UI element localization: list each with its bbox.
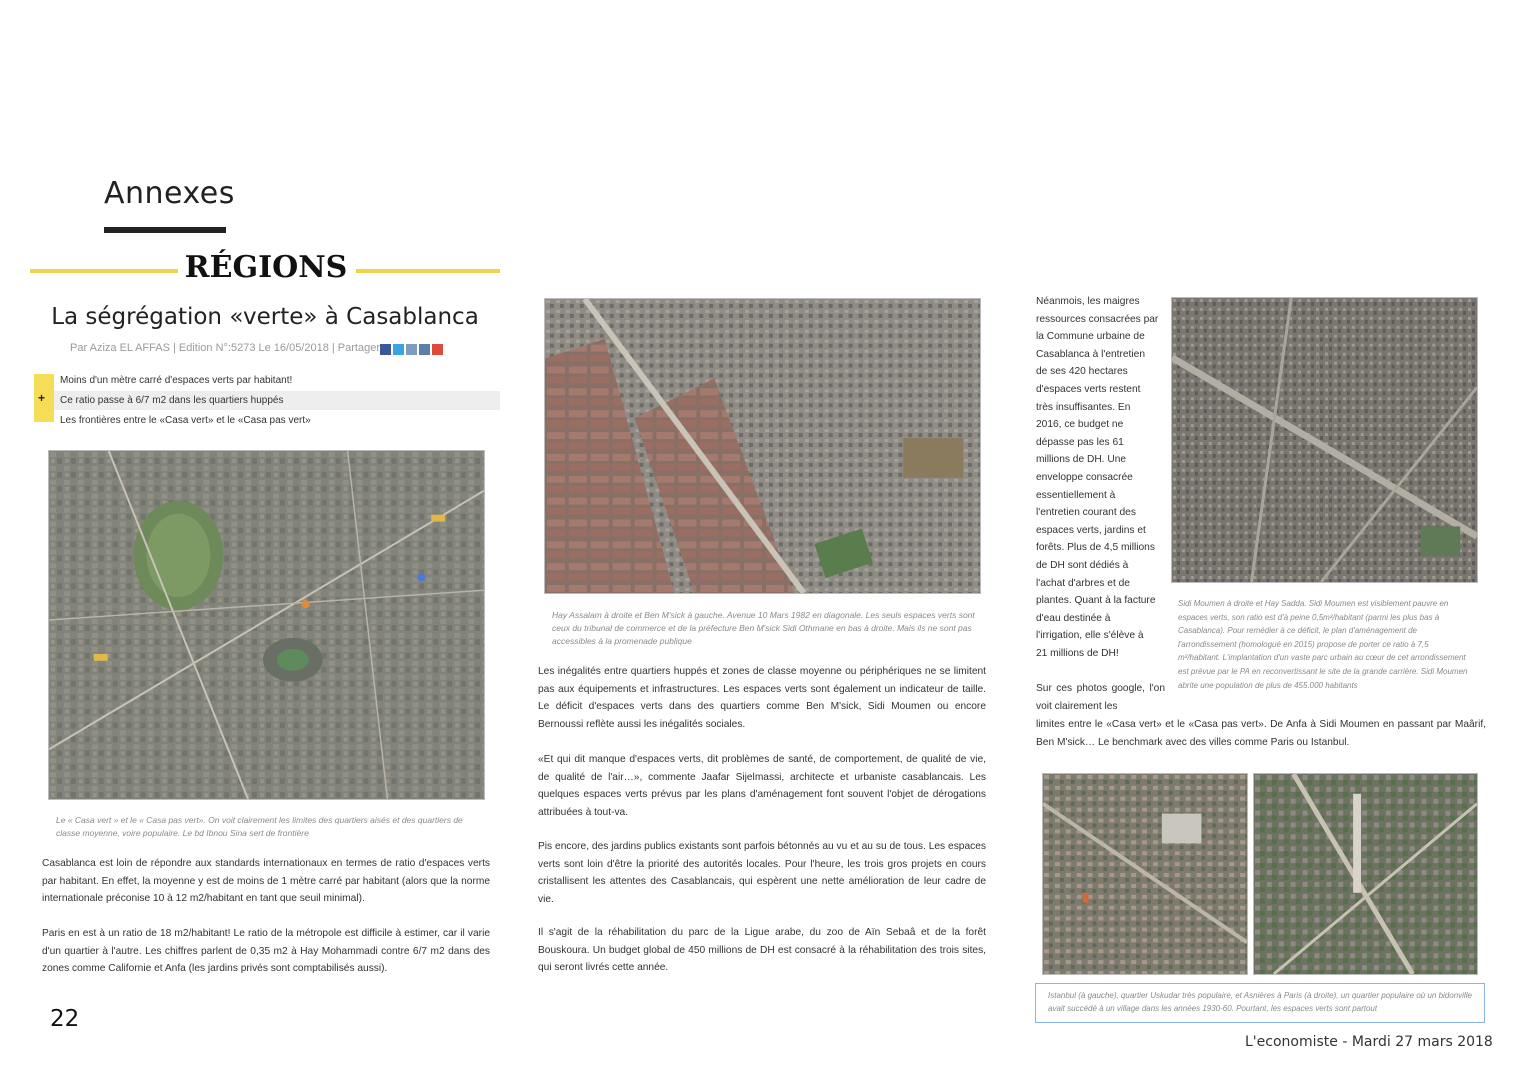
footer-source: L'economiste - Mardi 27 mars 2018	[1245, 1034, 1493, 1050]
bullet-item: Les frontières entre le «Casa vert» et le «Casa pas vert»	[60, 415, 311, 426]
aerial-photo-asnieres	[1253, 773, 1478, 975]
text-line: essentiellement à	[1036, 489, 1116, 501]
text-line: l'irrigation, elle s'élève à	[1036, 630, 1144, 642]
photo-caption: Istanbul (à gauche), quartier Uskudar très populaire, et Asnières à Paris (à droite), un quartier populaire où un bidonville avait succédé à un village dans les années 1930-60. Pourtant, les espaces verts sont partout	[1048, 991, 1472, 1013]
text-line: forêts. Plus de 4,5 millions	[1036, 542, 1155, 554]
plus-icon: +	[38, 391, 46, 405]
bullet-item: Ce ratio passe à 6/7 m2 dans les quartiers huppés	[60, 395, 284, 406]
text-line: l'entretien courant des	[1036, 507, 1136, 519]
twitter-icon[interactable]	[393, 344, 404, 355]
aerial-photo-istanbul	[1042, 773, 1248, 975]
paragraph: Sur ces photos google, l'on voit clairement les	[1036, 683, 1165, 712]
paragraph: «Et qui dit manque d'espaces verts, dit problèmes de santé, de comportement, de qualité de vie, de qualité de l'air…», commente Jaafar Sijelmassi, architecte et urbaniste casablancais. Les quelques espaces verts prévus par les plans d'aménagement font souvent l'objet de dérogations attribuées à tout-va.	[538, 754, 986, 818]
linkedin-icon[interactable]	[419, 344, 430, 355]
rubric-line-right	[356, 269, 500, 273]
paragraph: Les inégalités entre quartiers huppés et zones de classe moyenne ou périphériques ne se limitent pas aux équipements et infrastructures. Les espaces verts sont également un indicateur de taille. Le déficit d'espaces verts dans des quartiers comme Ben M'sick, Sidi Moumen ou encore Bernoussi reflète aussi les inégalités sociales.	[538, 666, 986, 730]
text-line: dépasse pas les 61	[1036, 436, 1124, 448]
paragraph-column	[1036, 293, 1165, 662]
rubric-title: RÉGIONS	[184, 250, 348, 285]
text-line: la Commune urbaine de	[1036, 331, 1145, 343]
paragraph: limites entre le «Casa vert» et le «Casa pas vert». De Anfa à Sidi Moumen en passant par Maârif, Ben M'sick… Le benchmark avec des villes comme Paris ou Istanbul.	[1036, 719, 1486, 748]
aerial-photo-sidi-moumen	[1171, 297, 1478, 583]
text-line: ressources consacrées par	[1036, 313, 1159, 325]
text-line: de DH sont dédiés à	[1036, 559, 1129, 571]
text-line: très insuffisantes. En	[1036, 401, 1131, 413]
email-icon[interactable]	[406, 344, 417, 355]
text-line: d'espaces verts restent	[1036, 383, 1141, 395]
text-line: espaces verts, jardins et	[1036, 524, 1146, 536]
article-title: La ségrégation «verte» à Casablanca	[51, 304, 479, 330]
paragraph: Casablanca est loin de répondre aux standards internationaux en termes de ratio d'espaces verts par habitant. En effet, la moyenne y est de moins de 1 mètre carré par habitant (alors que la norme internationale préconise 10 à 12 m2/habitant en tant que seuil minimal).	[42, 858, 490, 905]
text-line: enveloppe consacrée	[1036, 471, 1133, 483]
text-line: millions de DH. Une	[1036, 454, 1127, 466]
photo-caption: Sidi Moumen à droite et Hay Sadda. Sidi Moumen est visiblement pauvre en espaces verts, son ratio est d'à peine 0,5m²/habitant (parmi les plus bas à Casablanca). Pour remédier à ce déficit, le plan d'aménagement de l'arrondissement (homologué en 2015) propose de porter ce ratio à 7,5 m²/habitant. L'implantation d'un vaste parc urbain au cœur de cet arrondissement est prévue par le PA en reconvertissant le site de la grande carrière. Sidi Moumen abrite une population de plus de 455.000 habitants	[1178, 599, 1468, 690]
text-line: Casablanca à l'entretien	[1036, 348, 1145, 360]
aerial-photo-casablanca	[48, 450, 485, 800]
bullet-item: Moins d'un mètre carré d'espaces verts par habitant!	[60, 375, 293, 386]
text-line: l'achat d'arbres et de	[1036, 577, 1130, 589]
share-icons	[380, 344, 443, 355]
section-title: Annexes	[104, 176, 235, 211]
text-line: plantes. Quant à la facture	[1036, 595, 1156, 607]
aerial-photo-hay-assalam	[544, 298, 981, 594]
rubric-line-left	[30, 269, 178, 273]
text-line: Néanmois, les maigres	[1036, 296, 1140, 307]
caption-box	[1035, 983, 1485, 1023]
text-line: d'eau destinée à	[1036, 612, 1111, 624]
facebook-icon[interactable]	[380, 344, 391, 355]
article-byline: Par Aziza EL AFFAS | Edition N°:5273 Le 16/05/2018 | Partager	[70, 342, 380, 354]
text-line: de ses 420 hectares	[1036, 366, 1128, 378]
section-title-underline	[104, 227, 226, 233]
photo-caption: Hay Assalam à droite et Ben M'sick à gauche. Avenue 10 Mars 1982 en diagonale. Les seuls espaces verts sont ceux du tribunal de commerce et de la préfecture Ben M'sick Sidi Othmane en bas à droite. Mais ils ne sont pas accessibles à la promenade publique	[552, 610, 975, 646]
paragraph: Il s'agit de la réhabilitation du parc de la Ligue arabe, du zoo de Aïn Sebaâ et de la forêt Bouskoura. Un budget global de 450 millions de DH est consacré à la réhabilitation des trois sites, qui seront livrés cette année.	[538, 927, 986, 974]
paragraph: Pis encore, des jardins publics existants sont parfois bétonnés au vu et au su de tous. Les espaces verts sont loin d'être la priorité des autorités locales. Pour l'heure, les trois gros projets en cours cristallisent les attentes des Casablancais, qui espèrent une nette amélioration de leur cadre de vie.	[538, 841, 986, 905]
text-line: 21 millions de DH!	[1036, 647, 1119, 659]
page-number: 22	[50, 1006, 80, 1032]
google-plus-icon[interactable]	[432, 344, 443, 355]
paragraph: Paris en est à un ratio de 18 m2/habitant! Le ratio de la métropole est difficile à estimer, car il varie d'un quartier à l'autre. Les chiffres parlent de 0,35 m2 à Hay Mohammadi contre 6/7 m2 dans des zones comme Californie et Anfa (les jardins privés sont comptabilisés aussi).	[42, 928, 490, 975]
text-line: 2016, ce budget ne	[1036, 419, 1124, 431]
photo-caption: Le « Casa vert » et le « Casa pas vert». On voit clairement les limites des quartiers aisés et des quartiers de classe moyenne, voire populaire. Le bd Ibnou Sina sert de frontière	[56, 815, 463, 838]
